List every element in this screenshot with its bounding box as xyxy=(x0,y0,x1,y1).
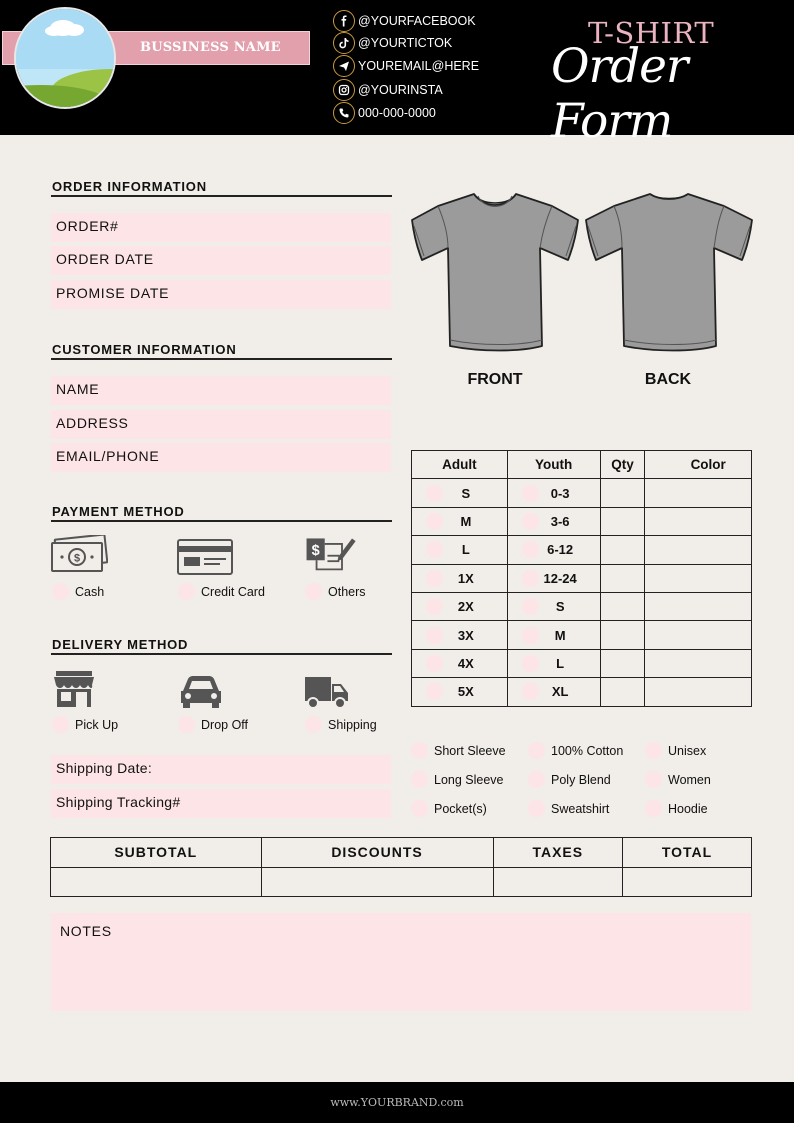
adult-size-checkbox[interactable] xyxy=(426,541,443,558)
checkbox-dot[interactable] xyxy=(645,771,662,788)
short-sleeve-option[interactable]: Short Sleeve xyxy=(411,742,506,759)
social-tiktok: @YOURTICTOK xyxy=(333,32,573,54)
color-cell[interactable] xyxy=(645,507,752,535)
youth-size-cell[interactable]: 0-3 xyxy=(507,479,600,507)
color-cell[interactable] xyxy=(645,621,752,649)
dropoff-radio[interactable] xyxy=(178,716,195,733)
size-row xyxy=(412,649,752,677)
totals-header-row xyxy=(51,838,752,868)
youth-size-checkbox[interactable] xyxy=(522,485,539,502)
size-row xyxy=(412,621,752,649)
qty-cell[interactable] xyxy=(600,479,645,507)
size-row xyxy=(412,592,752,620)
qty-cell[interactable] xyxy=(600,564,645,592)
pockets-option[interactable]: Pocket(s) xyxy=(411,800,487,817)
checkbox-dot[interactable] xyxy=(528,771,545,788)
adult-size-cell[interactable]: 5X xyxy=(412,678,508,706)
name-field[interactable]: NAME xyxy=(51,376,391,405)
qty-cell[interactable] xyxy=(600,649,645,677)
order-info-title: ORDER INFORMATION xyxy=(52,179,207,194)
qty-cell[interactable] xyxy=(600,592,645,620)
store-icon xyxy=(51,669,109,709)
payment-method-title: PAYMENT METHOD xyxy=(52,504,185,519)
checkbox-dot[interactable] xyxy=(528,800,545,817)
checkbox-dot[interactable] xyxy=(411,800,428,817)
youth-size-checkbox[interactable] xyxy=(522,627,539,644)
delivery-shipping-option[interactable]: Shipping xyxy=(305,716,377,733)
delivery-method-title: DELIVERY METHOD xyxy=(52,637,189,652)
size-row xyxy=(412,564,752,592)
cotton-option[interactable]: 100% Cotton xyxy=(528,742,623,759)
back-label: BACK xyxy=(644,371,692,388)
youth-size-checkbox[interactable] xyxy=(522,683,539,700)
checkbox-dot[interactable] xyxy=(645,742,662,759)
check-icon xyxy=(303,533,361,573)
adult-size-checkbox[interactable] xyxy=(426,485,443,502)
tshirt-back-image xyxy=(584,190,754,356)
youth-size-cell[interactable]: S xyxy=(507,592,600,620)
shipping-tracking-field[interactable]: Shipping Tracking# xyxy=(51,789,391,818)
order-number-field[interactable]: ORDER# xyxy=(51,213,391,242)
adult-size-checkbox[interactable] xyxy=(426,655,443,672)
youth-size-cell[interactable]: 6-12 xyxy=(507,536,600,564)
email-phone-field[interactable]: EMAIL/PHONE xyxy=(51,443,391,472)
divider xyxy=(51,358,392,360)
footer-website: www.YOURBRAND.com xyxy=(330,1096,464,1109)
size-table-header xyxy=(412,451,752,479)
svg-text:$: $ xyxy=(73,552,81,565)
size-row xyxy=(412,479,752,507)
cash-radio[interactable] xyxy=(52,583,69,600)
subtotal-header: SUBTOTAL xyxy=(51,838,262,868)
color-cell[interactable] xyxy=(645,479,752,507)
checkbox-dot[interactable] xyxy=(645,800,662,817)
promise-date-field[interactable]: PROMISE DATE xyxy=(51,280,391,309)
adult-size-cell[interactable]: 2X xyxy=(412,592,508,620)
color-header: Color xyxy=(645,451,752,479)
business-name: BUSSINESS NAME xyxy=(140,40,281,55)
qty-cell[interactable] xyxy=(600,621,645,649)
footer-bar xyxy=(0,1082,794,1123)
adult-size-checkbox[interactable] xyxy=(426,598,443,615)
totals-value-row xyxy=(51,867,752,897)
tiktok-icon xyxy=(333,32,355,54)
poly-blend-option[interactable]: Poly Blend xyxy=(528,771,611,788)
front-label: FRONT xyxy=(467,371,523,388)
women-option[interactable]: Women xyxy=(645,771,711,788)
tshirt-front-image xyxy=(410,190,580,356)
divider xyxy=(51,195,392,197)
sweatshirt-option[interactable]: Sweatshirt xyxy=(528,800,609,817)
order-date-field[interactable]: ORDER DATE xyxy=(51,246,391,275)
adult-size-checkbox[interactable] xyxy=(426,570,443,587)
color-cell[interactable] xyxy=(645,536,752,564)
checkbox-dot[interactable] xyxy=(528,742,545,759)
social-instagram: @YOURINSTA xyxy=(333,79,573,101)
unisex-option[interactable]: Unisex xyxy=(645,742,706,759)
divider xyxy=(51,653,392,655)
credit-card-icon xyxy=(177,537,235,577)
shipping-date-field[interactable]: Shipping Date: xyxy=(51,755,391,784)
adult-size-cell[interactable]: S xyxy=(412,479,508,507)
adult-size-checkbox[interactable] xyxy=(426,627,443,644)
phone-icon xyxy=(333,102,355,124)
youth-size-checkbox[interactable] xyxy=(522,513,539,530)
adult-size-cell[interactable]: 4X xyxy=(412,649,508,677)
shipping-radio[interactable] xyxy=(305,716,322,733)
discounts-header: DISCOUNTS xyxy=(261,838,493,868)
payment-credit-card-option[interactable]: Credit Card xyxy=(178,583,265,600)
social-email: YOUREMAIL@HERE xyxy=(333,55,573,77)
adult-size-cell[interactable]: L xyxy=(412,536,508,564)
checkbox-dot[interactable] xyxy=(411,771,428,788)
total-input[interactable] xyxy=(623,867,752,897)
car-icon xyxy=(177,671,235,711)
totals-table xyxy=(50,837,752,897)
youth-size-cell[interactable]: XL xyxy=(507,678,600,706)
taxes-input[interactable] xyxy=(493,867,623,897)
taxes-header: TAXES xyxy=(493,838,623,868)
payment-others-option[interactable]: Others xyxy=(305,583,366,600)
color-cell[interactable] xyxy=(645,678,752,706)
others-radio[interactable] xyxy=(305,583,322,600)
instagram-icon xyxy=(333,79,355,101)
notes-field[interactable] xyxy=(51,913,751,1011)
adult-size-checkbox[interactable] xyxy=(426,513,443,530)
qty-cell[interactable] xyxy=(600,536,645,564)
qty-header: Qty xyxy=(600,451,645,479)
hoodie-option[interactable]: Hoodie xyxy=(645,800,708,817)
youth-size-checkbox[interactable] xyxy=(522,598,539,615)
social-phone: 000-000-0000 xyxy=(333,102,573,124)
facebook-icon xyxy=(333,10,355,32)
cash-icon xyxy=(50,535,108,575)
color-cell[interactable] xyxy=(645,649,752,677)
size-row xyxy=(412,536,752,564)
title-order-form: Order Form xyxy=(551,39,688,149)
truck-icon xyxy=(303,673,361,713)
adult-size-cell[interactable]: 1X xyxy=(412,564,508,592)
credit-card-radio[interactable] xyxy=(178,583,195,600)
payment-cash-option[interactable]: Cash xyxy=(52,583,104,600)
divider xyxy=(51,520,392,522)
social-facebook: @YOURFACEBOOK xyxy=(333,10,573,32)
long-sleeve-option[interactable]: Long Sleeve xyxy=(411,771,504,788)
youth-size-cell[interactable]: L xyxy=(507,649,600,677)
delivery-dropoff-option[interactable]: Drop Off xyxy=(178,716,248,733)
logo-image xyxy=(14,7,116,109)
youth-header: Youth xyxy=(507,451,600,479)
youth-size-checkbox[interactable] xyxy=(522,541,539,558)
size-row xyxy=(412,678,752,706)
header-bar xyxy=(0,0,794,149)
total-header: TOTAL xyxy=(623,838,752,868)
adult-size-cell[interactable]: M xyxy=(412,507,508,535)
adult-size-checkbox[interactable] xyxy=(426,683,443,700)
discounts-input[interactable] xyxy=(261,867,493,897)
adult-size-cell[interactable]: 3X xyxy=(412,621,508,649)
youth-size-cell[interactable]: M xyxy=(507,621,600,649)
youth-size-cell[interactable]: 12-24 xyxy=(507,564,600,592)
qty-cell[interactable] xyxy=(600,507,645,535)
title-tshirt: T-SHIRT xyxy=(588,16,715,50)
checkbox-dot[interactable] xyxy=(411,742,428,759)
customer-info-title: CUSTOMER INFORMATION xyxy=(52,342,237,357)
delivery-pickup-option[interactable]: Pick Up xyxy=(52,716,118,733)
size-row xyxy=(412,507,752,535)
adult-header: Adult xyxy=(412,451,508,479)
size-table xyxy=(411,450,752,707)
notes-label: NOTES xyxy=(60,923,112,939)
color-cell[interactable] xyxy=(645,592,752,620)
svg-text:$: $ xyxy=(311,542,320,559)
youth-size-checkbox[interactable] xyxy=(522,655,539,672)
youth-size-cell[interactable]: 3-6 xyxy=(507,507,600,535)
youth-size-checkbox[interactable] xyxy=(522,570,539,587)
color-cell[interactable] xyxy=(645,564,752,592)
qty-cell[interactable] xyxy=(600,678,645,706)
address-field[interactable]: ADDRESS xyxy=(51,410,391,439)
email-icon xyxy=(333,55,355,77)
subtotal-input[interactable] xyxy=(51,867,262,897)
pickup-radio[interactable] xyxy=(52,716,69,733)
